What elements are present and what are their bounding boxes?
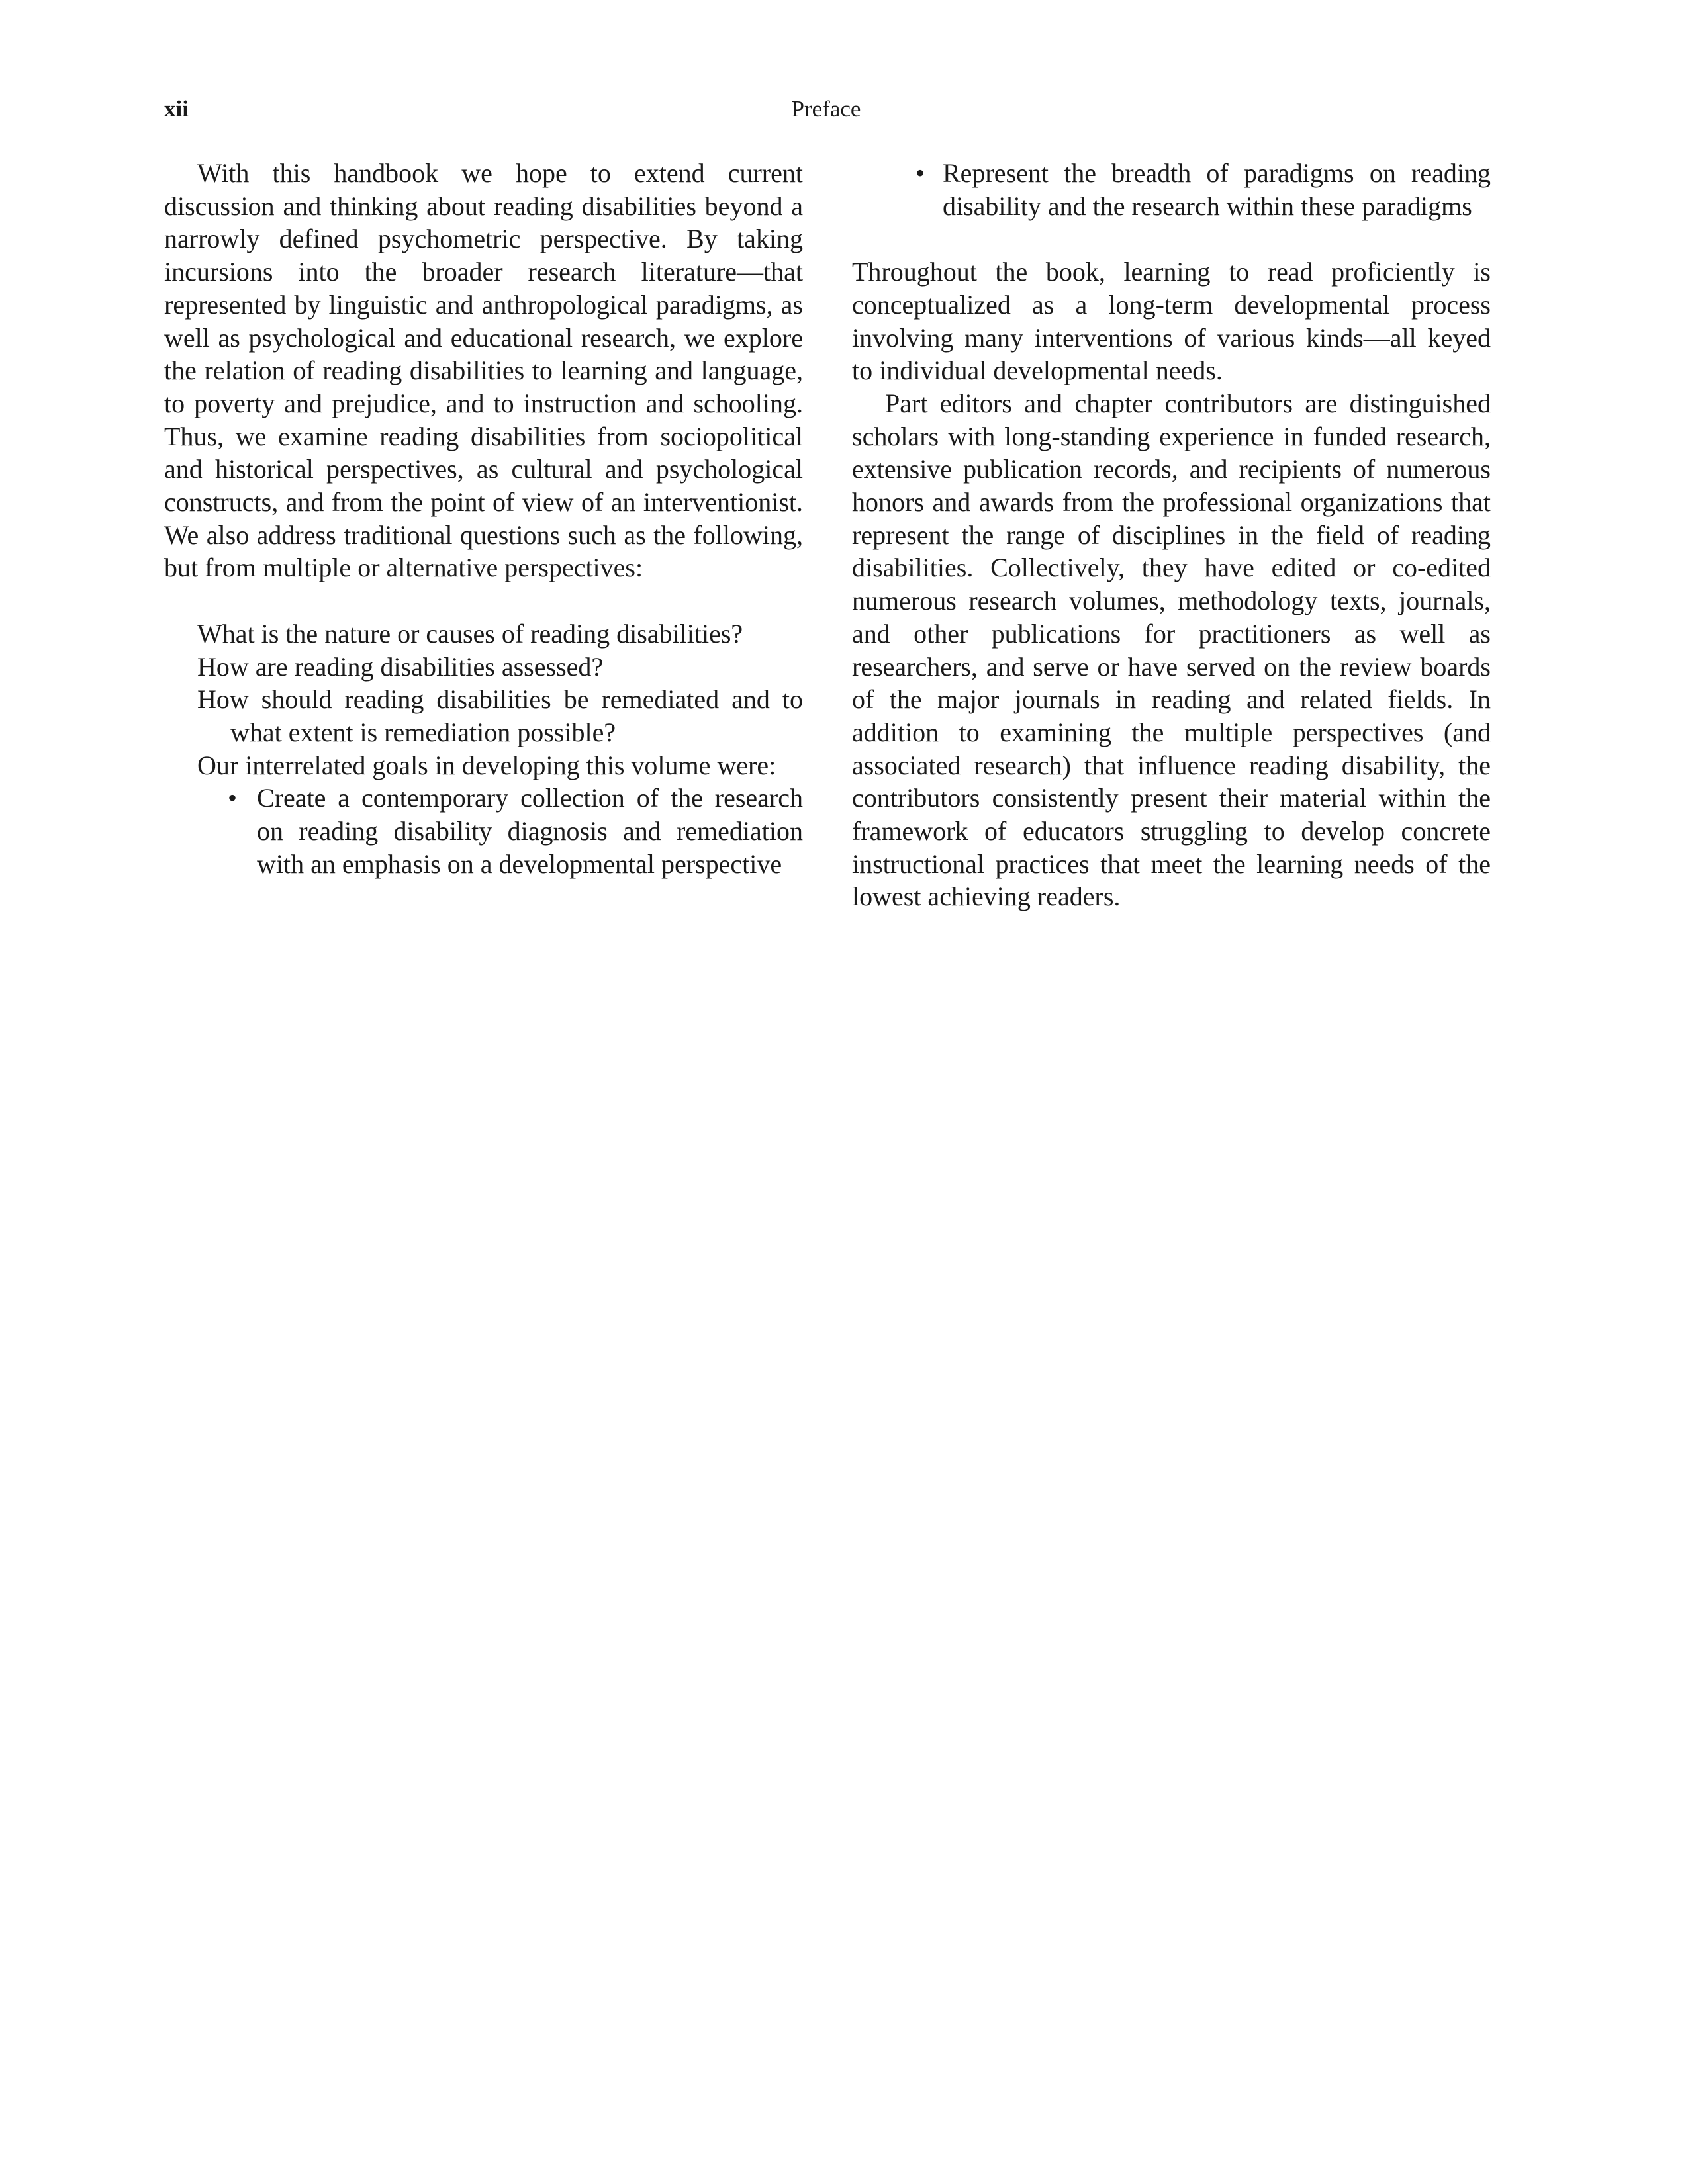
- spacer: [852, 222, 1491, 255]
- intro-paragraph: With this handbook we hope to extend current discussion and thinking about reading disabilities beyond a narrowly defined psychometric perspective. By taking incursions into the broader research literature—that represented by linguistic and anthropological paradigms, as well as psychological and educational research, we explore the relation of reading disabilities to learning and language, to poverty and prejudice, and to instruction and schooling. Thus, we examine reading disabilities from sociopolitical and historical perspectives, as cultural and psychological constructs, and from the point of view of an interventionist. We also address traditional questions such as the following, but from multiple or alternative perspectives:: [164, 158, 803, 583]
- page-number: xii: [164, 96, 189, 122]
- left-column: [164, 157, 803, 880]
- goals-list-continued: [852, 157, 1491, 222]
- bullet-icon: •: [915, 158, 925, 188]
- running-head: [164, 93, 1488, 126]
- body-paragraph: Throughout the book, learning to read proficiently is conceptualized as a long-term developmental process involving many interventions of various kinds—all keyed to individual developmental needs.: [852, 257, 1491, 386]
- spacer: [164, 584, 803, 617]
- goals-intro: Our interrelated goals in developing this volume were:: [197, 750, 776, 780]
- goals-list: [164, 782, 803, 880]
- running-title-text: Preface: [791, 96, 861, 122]
- right-column: [852, 157, 1491, 913]
- goal-text: Create a contemporary collection of the research on reading disability diagnosis and remediation with an emphasis on a developmental perspective: [257, 783, 803, 879]
- body-paragraph: Part editors and chapter contributors are distinguished scholars with long-standing experience in funded research, extensive publication records, and recipients of numerous honors and awards from the professional organizations that represent the range of disciplines in the field of reading disabilities. Collectively, they have edited or co-edited numerous research volumes, methodology texts, journals, and other publications for practitioners as well as researchers, and serve or have served on the review boards of the major journals in reading and related fields. In addition to examining the multiple perspectives (and associated research) that influence reading disability, the contributors consistently present their material within the framework of educators struggling to develop concrete instructional practices that meet the learning needs of the lowest achieving readers.: [852, 388, 1491, 912]
- question-item: How should reading disabilities be remediated and to what extent is remediation possible?: [197, 684, 803, 747]
- bullet-icon: •: [228, 783, 238, 813]
- question-item: How are reading disabilities assessed?: [197, 651, 604, 682]
- question-item: What is the nature or causes of reading disabilities?: [197, 618, 743, 649]
- goal-item: [164, 782, 803, 880]
- goal-text: Represent the breadth of paradigms on reading disability and the research within these paradigms: [943, 158, 1491, 221]
- running-title: [164, 93, 1488, 126]
- goal-item: [852, 157, 1491, 222]
- questions-list: [164, 617, 803, 749]
